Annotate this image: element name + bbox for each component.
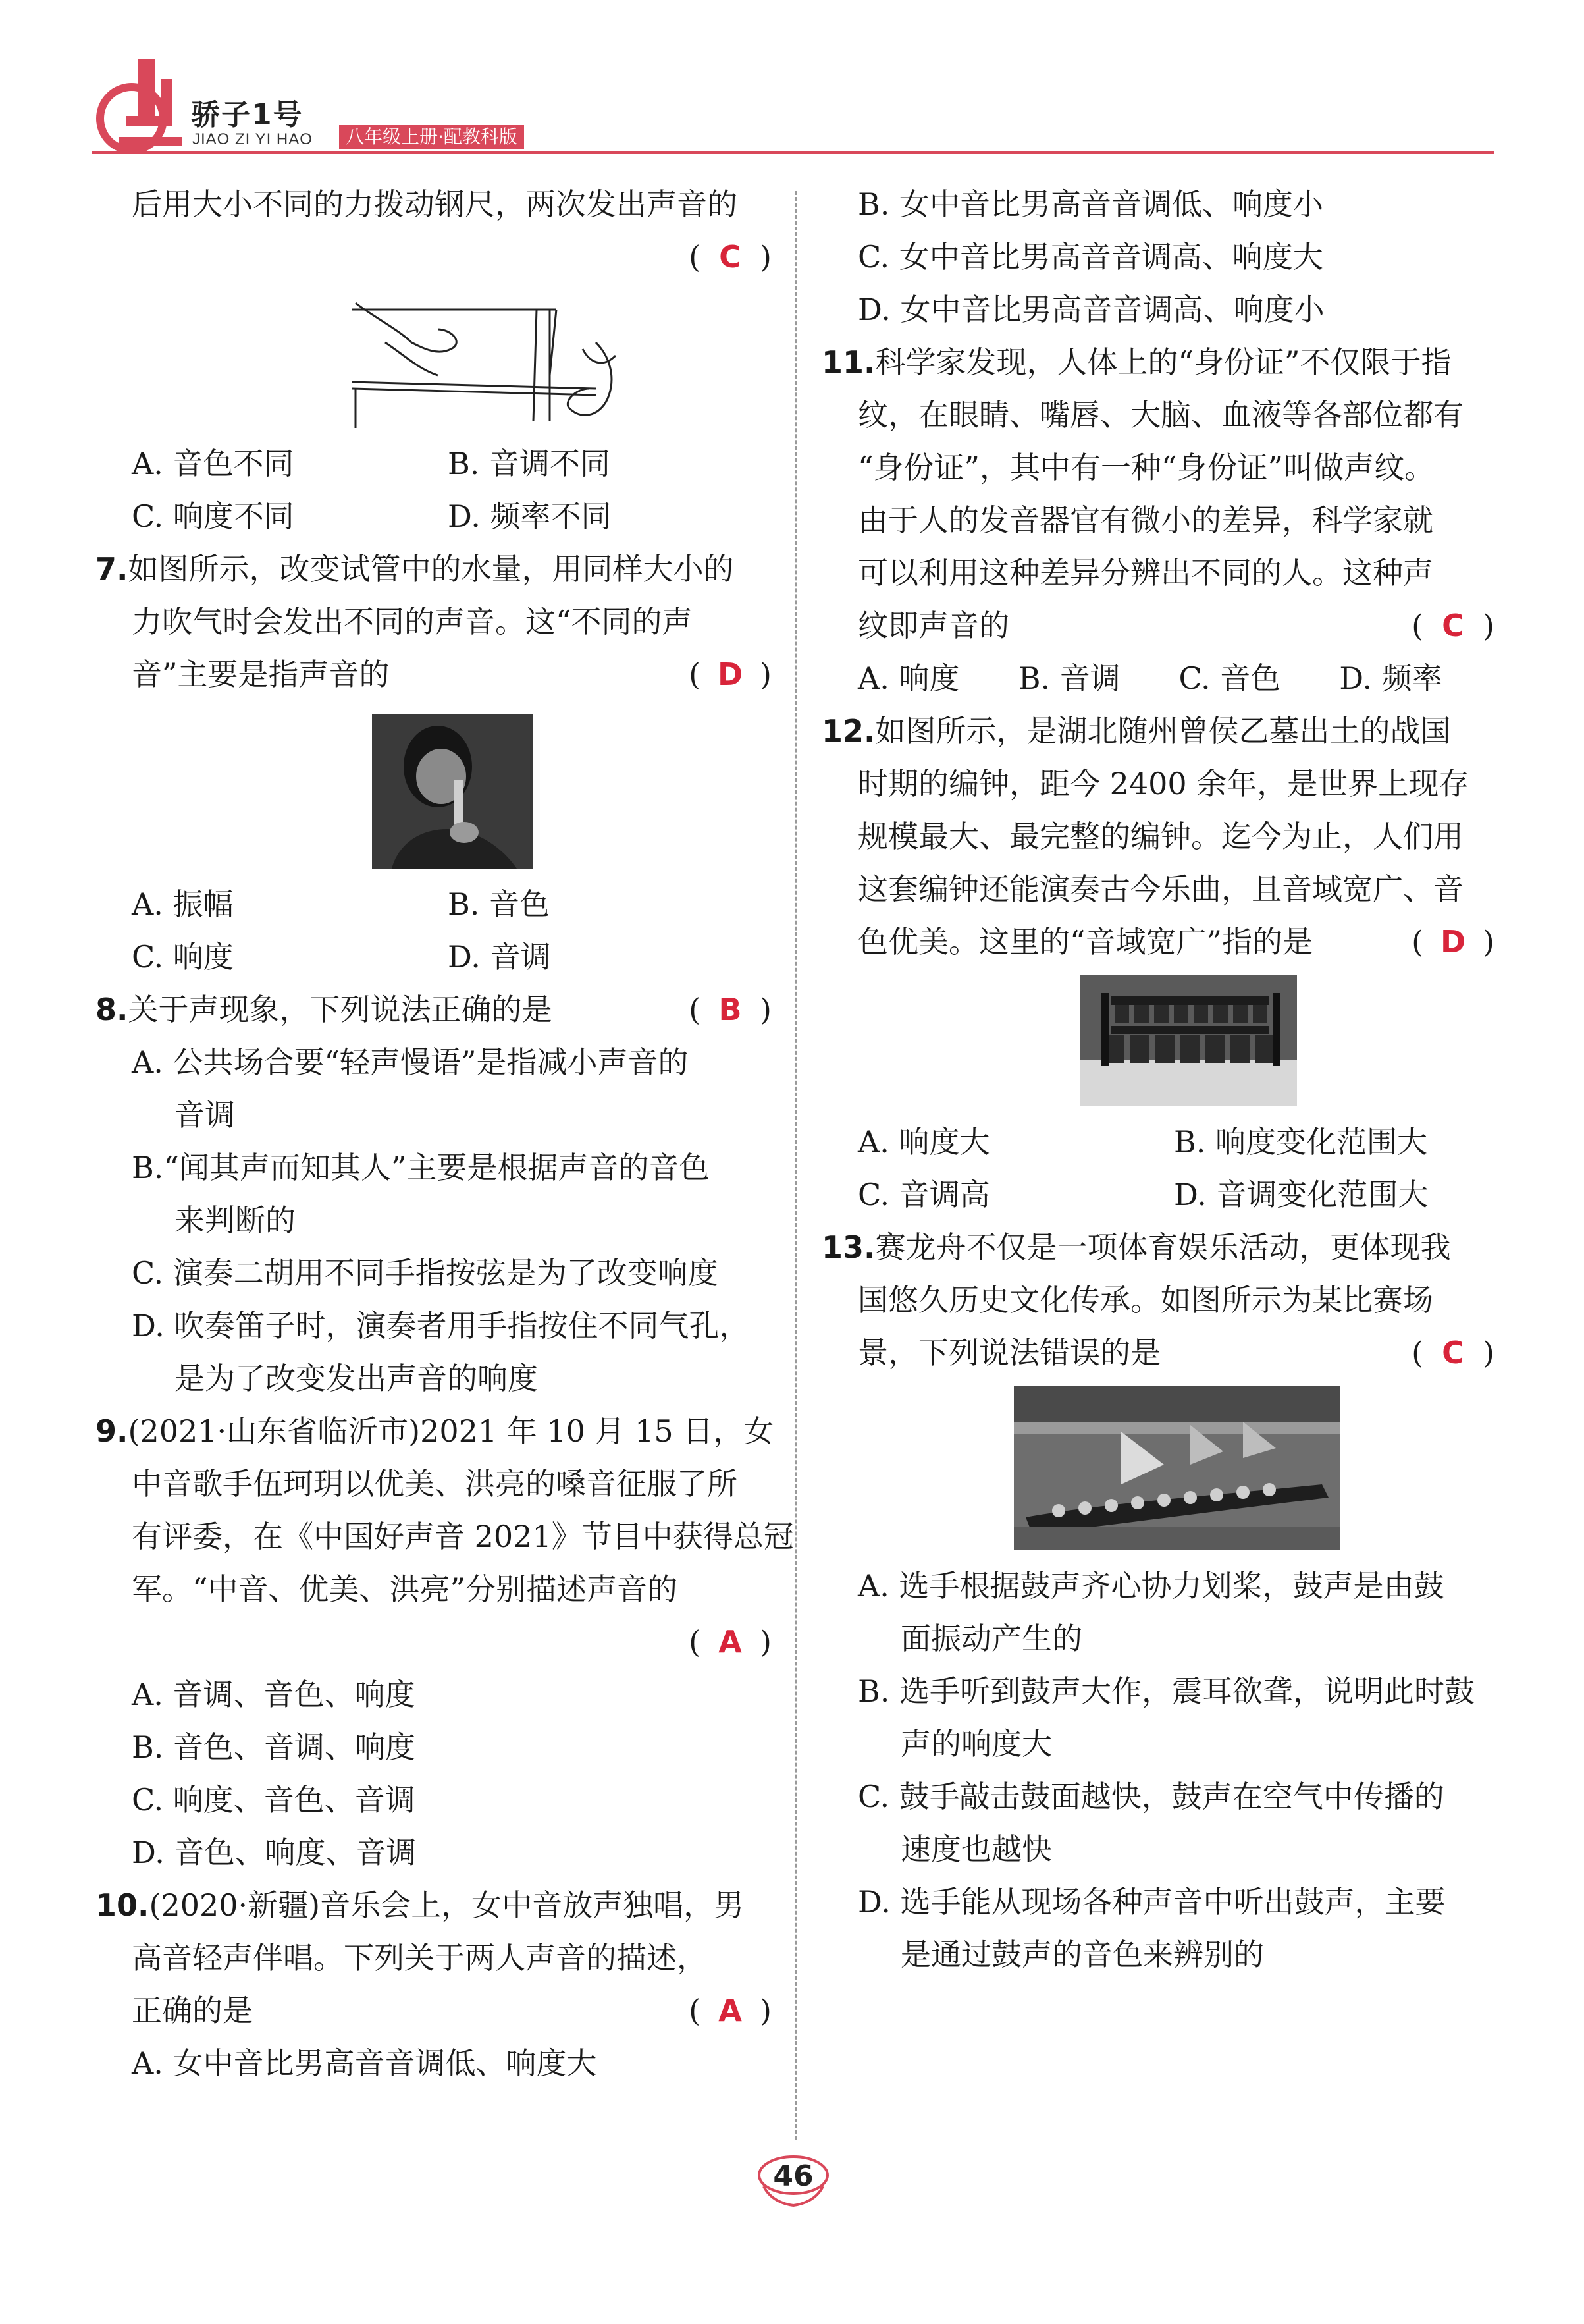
q7-stem-3: 音”主要是指声音的 bbox=[132, 657, 390, 692]
q11-stem-3: “身份证”，其中有一种“身份证”叫做声纹。 bbox=[858, 450, 1435, 485]
q13-option-b[interactable]: B. 选手听到鼓声大作，震耳欲聋，说明此时鼓 bbox=[858, 1673, 1475, 1709]
q12-options-row1 bbox=[822, 1116, 1500, 1168]
q12-stem-4: 这套编钟还能演奏古今乐曲，且音域宽广、音 bbox=[858, 871, 1464, 907]
q12-stem-5: 色优美。这里的“音域宽广”指的是 bbox=[858, 924, 1313, 959]
q7-stem-1: 如图所示，改变试管中的水量，用同样大小的 bbox=[128, 551, 734, 587]
q13-option-c-cont: 速度也越快 bbox=[901, 1831, 1052, 1867]
ruler-pluck-figure bbox=[95, 290, 777, 428]
brand-pinyin: JIAO ZI YI HAO bbox=[192, 130, 313, 148]
q11-option-b[interactable]: B. 音调 bbox=[1018, 661, 1121, 696]
q10-stem-3: 正确的是 bbox=[132, 1993, 253, 2028]
q13-option-d[interactable]: D. 选手能从现场各种声音中听出鼓声，主要 bbox=[858, 1884, 1446, 1920]
q12-option-b[interactable]: B. 响度变化范围大 bbox=[1174, 1124, 1428, 1160]
q12-stem-2: 时期的编钟，距今 2400 余年，是世界上现存 bbox=[858, 766, 1469, 801]
q13-answer: C bbox=[1442, 1335, 1464, 1370]
q6-option-d[interactable]: D. 频率不同 bbox=[448, 499, 612, 534]
q9-stem-3: 有评委，在《中国好声音 2021》节目中获得总冠 bbox=[132, 1519, 794, 1554]
q7-option-d[interactable]: D. 音调 bbox=[448, 939, 551, 975]
q8-answer: B bbox=[718, 992, 742, 1027]
dragon-boat-race-photo bbox=[822, 1386, 1500, 1550]
left-column bbox=[95, 178, 794, 2090]
q6-options-row1 bbox=[95, 437, 777, 490]
q12-option-a[interactable]: A. 响度大 bbox=[858, 1124, 990, 1160]
page-header bbox=[92, 53, 1494, 158]
q8-option-b-cont: 来判断的 bbox=[174, 1203, 296, 1238]
q7-options-row1 bbox=[95, 878, 777, 931]
page-number: 46 bbox=[773, 2159, 814, 2193]
q13-option-a-cont: 面振动产生的 bbox=[901, 1621, 1082, 1656]
q11-line-1 bbox=[822, 336, 1500, 389]
answer-bracket: ( A ) bbox=[689, 1984, 772, 2037]
answer-bracket: ( D ) bbox=[689, 648, 772, 701]
q9-option-b[interactable]: B. 音色、音调、响度 bbox=[132, 1729, 416, 1765]
q10-option-d[interactable]: D. 女中音比男高音音调高、响度小 bbox=[858, 292, 1325, 327]
q11-option-d[interactable]: D. 频率 bbox=[1339, 661, 1442, 696]
q8-stem: 关于声现象，下列说法正确的是 bbox=[128, 992, 552, 1027]
q11-stem-2: 纹，在眼睛、嘴唇、大脑、血液等各部位都有 bbox=[858, 397, 1464, 433]
q10-option-a[interactable]: A. 女中音比男高音音调低、响度大 bbox=[132, 2045, 597, 2081]
q8-option-a-cont: 音调 bbox=[174, 1097, 235, 1133]
header-rule bbox=[92, 151, 1494, 154]
q9-option-a[interactable]: A. 音调、音色、响度 bbox=[132, 1677, 415, 1712]
q10-stem-1: (2020·新疆)音乐会上，女中音放声独唱，男 bbox=[149, 1887, 745, 1923]
bianzhong-bells-photo bbox=[822, 975, 1500, 1106]
answer-bracket: ( C ) bbox=[1412, 1326, 1494, 1379]
q11-stem-4: 由于人的发音器官有微小的差异，科学家就 bbox=[858, 502, 1433, 538]
q13-stem-3: 景，下列说法错误的是 bbox=[858, 1335, 1161, 1370]
q11-option-c[interactable]: C. 音色 bbox=[1178, 661, 1281, 696]
q8-option-a[interactable]: A. 公共场合要“轻声慢语”是指减小声音的 bbox=[132, 1044, 689, 1080]
q9-option-c[interactable]: C. 响度、音色、音调 bbox=[132, 1782, 415, 1818]
q13-number: 13. bbox=[822, 1230, 876, 1265]
q12-line-5 bbox=[822, 915, 1500, 968]
q10-option-c[interactable]: C. 女中音比男高音音调高、响度大 bbox=[858, 239, 1323, 275]
right-column bbox=[822, 178, 1500, 1981]
q13-line-3 bbox=[822, 1326, 1500, 1379]
q10-stem-2: 高音轻声伴唱。下列关于两人声音的描述， bbox=[132, 1940, 707, 1976]
q6-option-a[interactable]: A. 音色不同 bbox=[132, 446, 294, 481]
q10-line-3 bbox=[95, 1984, 777, 2037]
q8-option-c[interactable]: C. 演奏二胡用不同手指按弦是为了改变响度 bbox=[132, 1255, 718, 1291]
q7-stem-2: 力吹气时会发出不同的声音。这“不同的声 bbox=[132, 604, 693, 639]
q12-option-c[interactable]: C. 音调高 bbox=[858, 1177, 990, 1212]
q11-line-6 bbox=[822, 599, 1500, 652]
q7-line-1 bbox=[95, 543, 777, 595]
q6-answer: C bbox=[719, 239, 741, 275]
q11-option-a[interactable]: A. 响度 bbox=[858, 661, 960, 696]
q13-stem-2: 国悠久历史文化传承。如图所示为某比赛场 bbox=[858, 1282, 1433, 1318]
q8-option-d[interactable]: D. 吹奏笛子时，演奏者用手指按住不同气孔， bbox=[132, 1308, 750, 1343]
q9-stem-1: (2021·山东省临沂市)2021 年 10 月 15 日，女 bbox=[128, 1413, 774, 1449]
q9-number: 9. bbox=[95, 1413, 128, 1449]
answer-bracket: ( B ) bbox=[689, 983, 772, 1036]
q13-line-1 bbox=[822, 1221, 1500, 1274]
microscope-logo-icon bbox=[92, 53, 184, 151]
q8-number: 8. bbox=[95, 992, 128, 1027]
q11-stem-1: 科学家发现，人体上的“身份证”不仅限于指 bbox=[875, 344, 1452, 380]
q13-option-a[interactable]: A. 选手根据鼓声齐心协力划桨，鼓声是由鼓 bbox=[858, 1568, 1444, 1604]
q12-number: 12. bbox=[822, 713, 876, 749]
q13-option-b-cont: 声的响度大 bbox=[901, 1726, 1052, 1762]
q11-stem-5: 可以利用这种差异分辨出不同的人。这种声 bbox=[858, 555, 1433, 591]
answer-bracket: ( D ) bbox=[1412, 915, 1494, 968]
q6-option-c[interactable]: C. 响度不同 bbox=[132, 499, 294, 534]
q13-stem-1: 赛龙舟不仅是一项体育娱乐活动，更体现我 bbox=[875, 1230, 1451, 1265]
answer-bracket: ( C ) bbox=[1412, 599, 1494, 652]
q6-options-row2 bbox=[95, 490, 777, 543]
q12-answer: D bbox=[1440, 924, 1466, 959]
q7-answer: D bbox=[717, 657, 743, 692]
answer-bracket: ( A ) bbox=[689, 1615, 772, 1668]
q11-options-row bbox=[822, 652, 1500, 705]
q13-option-c[interactable]: C. 鼓手敲击鼓面越快，鼓声在空气中传播的 bbox=[858, 1779, 1444, 1814]
q10-option-b[interactable]: B. 女中音比男高音音调低、响度小 bbox=[858, 186, 1324, 222]
brand-name: 骄子1号 bbox=[191, 98, 304, 132]
column-divider bbox=[795, 191, 797, 2140]
q10-line-1 bbox=[95, 1879, 777, 1932]
q7-option-b[interactable]: B. 音色 bbox=[448, 886, 550, 922]
q6-option-b[interactable]: B. 音调不同 bbox=[448, 446, 611, 481]
q7-number: 7. bbox=[95, 551, 128, 587]
q12-option-d[interactable]: D. 音调变化范围大 bbox=[1174, 1177, 1429, 1212]
q13-option-d-cont: 是通过鼓声的音色来辨别的 bbox=[901, 1937, 1264, 1972]
q8-option-b[interactable]: B.“闻其声而知其人”主要是根据声音的音色 bbox=[132, 1150, 710, 1185]
q11-number: 11. bbox=[822, 344, 876, 380]
q9-answer: A bbox=[718, 1624, 742, 1660]
q7-options-row2 bbox=[95, 931, 777, 983]
q12-stem-1: 如图所示，是湖北随州曾侯乙墓出土的战国 bbox=[875, 713, 1451, 749]
q12-stem-3: 规模最大、最完整的编钟。迄今为止，人们用 bbox=[858, 819, 1464, 854]
q9-stem-2: 中音歌手伍珂玥以优美、洪亮的嗓音征服了所 bbox=[132, 1466, 737, 1501]
q10-answer: A bbox=[718, 1993, 742, 2028]
q9-option-d[interactable]: D. 音色、响度、音调 bbox=[132, 1835, 417, 1870]
q9-stem-4: 军。“中音、优美、洪亮”分别描述声音的 bbox=[132, 1571, 678, 1607]
q10-number: 10. bbox=[95, 1887, 149, 1923]
q11-answer: C bbox=[1442, 608, 1464, 643]
q8-line-1 bbox=[95, 983, 777, 1036]
grade-label: 八年级上册·配教科版 bbox=[339, 125, 524, 149]
page-number-badge bbox=[744, 2150, 843, 2209]
q11-stem-6: 纹即声音的 bbox=[858, 608, 1009, 643]
test-tube-blowing-photo bbox=[95, 707, 777, 869]
q12-line-1 bbox=[822, 705, 1500, 757]
q6-stem-end: 后用大小不同的力拨动钢尺，两次发出声音的 bbox=[132, 186, 737, 222]
q6-answer-line bbox=[95, 230, 777, 283]
q7-option-a[interactable]: A. 振幅 bbox=[132, 886, 234, 922]
q12-options-row2 bbox=[822, 1168, 1500, 1221]
q7-option-c[interactable]: C. 响度 bbox=[132, 939, 234, 975]
q7-line-3 bbox=[95, 648, 777, 701]
q9-line-1 bbox=[95, 1405, 777, 1457]
answer-bracket: ( C ) bbox=[689, 230, 772, 283]
q8-option-d-cont: 是为了改变发出声音的响度 bbox=[174, 1361, 538, 1396]
q9-answer-line bbox=[95, 1615, 777, 1668]
